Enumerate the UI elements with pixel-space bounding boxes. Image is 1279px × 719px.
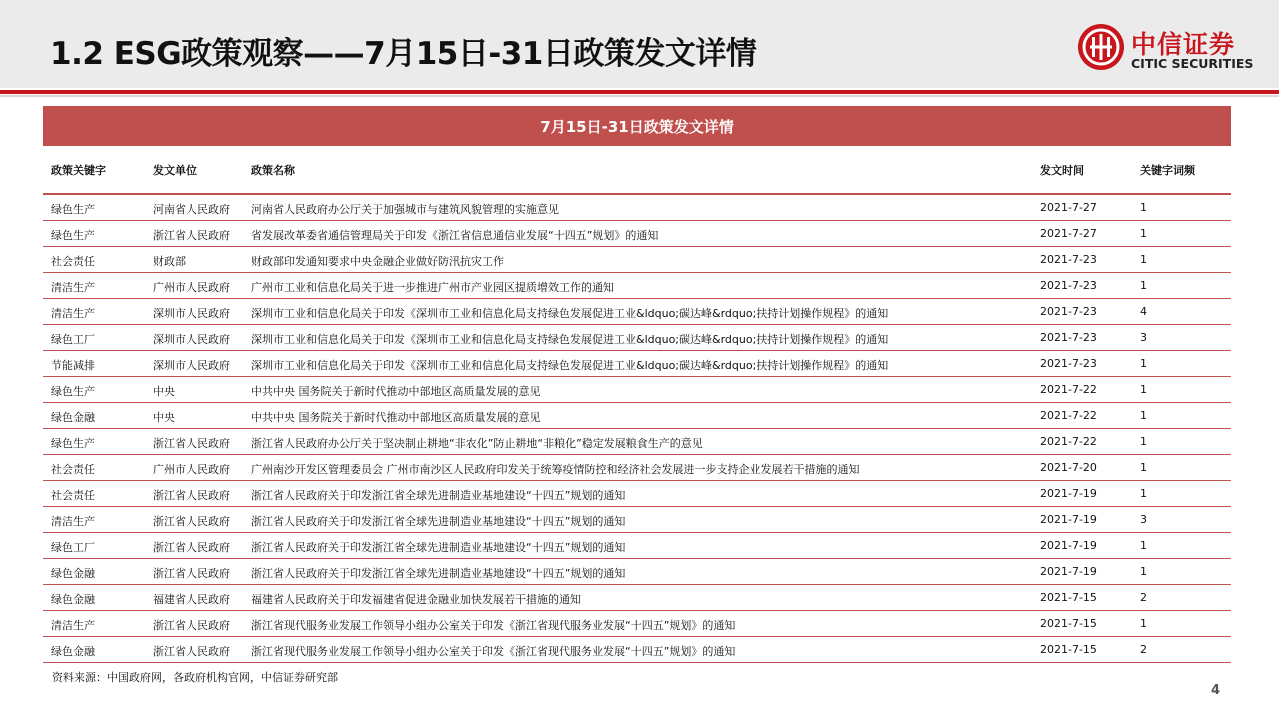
cell-keyword: 绿色金融 — [51, 593, 95, 606]
cell-keyword: 绿色生产 — [51, 229, 95, 242]
cell-policy-name: 财政部印发通知要求中央金融企业做好防汛抗灾工作 — [251, 255, 504, 268]
page-title: 1.2 ESG政策观察——7月15日-31日政策发文详情 — [50, 36, 757, 72]
cell-frequency: 1 — [1140, 617, 1147, 630]
table-row — [43, 247, 1231, 273]
cell-policy-name: 深圳市工业和信息化局关于印发《深圳市工业和信息化局支持绿色发展促进工业&ldquo;碳达峰&rdquo;扶持计划操作规程》的通知 — [251, 333, 889, 346]
policy-table-body — [43, 195, 1231, 663]
cell-policy-name: 浙江省现代服务业发展工作领导小组办公室关于印发《浙江省现代服务业发展“十四五”规划》的通知 — [251, 619, 736, 632]
cell-issuer: 浙江省人民政府 — [153, 489, 230, 502]
source-note: 资料来源：中国政府网，各政府机构官网，中信证券研究部 — [52, 671, 338, 684]
cell-issuer: 深圳市人民政府 — [153, 307, 230, 320]
table-row — [43, 481, 1231, 507]
col-header-frequency: 关键字词频 — [1140, 164, 1195, 177]
cell-date: 2021-7-23 — [1040, 279, 1097, 292]
cell-policy-name: 中共中央 国务院关于新时代推动中部地区高质量发展的意见 — [251, 411, 541, 424]
cell-frequency: 1 — [1140, 409, 1147, 422]
cell-policy-name: 深圳市工业和信息化局关于印发《深圳市工业和信息化局支持绿色发展促进工业&ldquo;碳达峰&rdquo;扶持计划操作规程》的通知 — [251, 359, 889, 372]
cell-frequency: 1 — [1140, 539, 1147, 552]
table-row — [43, 299, 1231, 325]
cell-issuer: 深圳市人民政府 — [153, 359, 230, 372]
table-row — [43, 585, 1231, 611]
cell-issuer: 浙江省人民政府 — [153, 619, 230, 632]
logo-text-cn: 中信证券 — [1131, 30, 1236, 59]
col-header-keyword: 政策关键字 — [51, 164, 106, 177]
cell-keyword: 绿色生产 — [51, 437, 95, 450]
cell-policy-name: 浙江省人民政府关于印发浙江省全球先进制造业基地建设“十四五”规划的通知 — [251, 489, 626, 502]
cell-keyword: 绿色金融 — [51, 645, 95, 658]
cell-issuer: 广州市人民政府 — [153, 281, 230, 294]
cell-date: 2021-7-22 — [1040, 409, 1097, 422]
cell-policy-name: 福建省人民政府关于印发福建省促进金融业加快发展若干措施的通知 — [251, 593, 581, 606]
cell-issuer: 河南省人民政府 — [153, 203, 230, 216]
cell-frequency: 1 — [1140, 435, 1147, 448]
cell-keyword: 绿色工厂 — [51, 541, 95, 554]
cell-issuer: 深圳市人民政府 — [153, 333, 230, 346]
table-row — [43, 507, 1231, 533]
cell-date: 2021-7-20 — [1040, 461, 1097, 474]
cell-frequency: 1 — [1140, 383, 1147, 396]
cell-issuer: 中央 — [153, 411, 175, 424]
cell-policy-name: 广州南沙开发区管理委员会 广州市南沙区人民政府印发关于统筹疫情防控和经济社会发展进一步支持企业发展若干措施的通知 — [251, 463, 860, 476]
col-header-date: 发文时间 — [1040, 164, 1084, 177]
cell-date: 2021-7-27 — [1040, 227, 1097, 240]
cell-issuer: 中央 — [153, 385, 175, 398]
table-row — [43, 273, 1231, 299]
cell-frequency: 1 — [1140, 565, 1147, 578]
cell-date: 2021-7-22 — [1040, 383, 1097, 396]
cell-date: 2021-7-23 — [1040, 253, 1097, 266]
cell-policy-name: 广州市工业和信息化局关于进一步推进广州市产业园区提质增效工作的通知 — [251, 281, 614, 294]
cell-policy-name: 浙江省人民政府办公厅关于坚决制止耕地“非农化”防止耕地“非粮化”稳定发展粮食生产的意见 — [251, 437, 703, 450]
cell-keyword: 清洁生产 — [51, 515, 95, 528]
cell-frequency: 2 — [1140, 643, 1147, 656]
cell-policy-name: 省发展改革委省通信管理局关于印发《浙江省信息通信业发展“十四五”规划》的通知 — [251, 229, 659, 242]
cell-date: 2021-7-23 — [1040, 357, 1097, 370]
cell-frequency: 4 — [1140, 305, 1147, 318]
cell-date: 2021-7-22 — [1040, 435, 1097, 448]
cell-issuer: 浙江省人民政府 — [153, 541, 230, 554]
cell-policy-name: 浙江省人民政府关于印发浙江省全球先进制造业基地建设“十四五”规划的通知 — [251, 567, 626, 580]
cell-frequency: 1 — [1140, 461, 1147, 474]
cell-keyword: 绿色金融 — [51, 567, 95, 580]
table-row — [43, 325, 1231, 351]
cell-date: 2021-7-15 — [1040, 617, 1097, 630]
cell-policy-name: 浙江省人民政府关于印发浙江省全球先进制造业基地建设“十四五”规划的通知 — [251, 515, 626, 528]
cell-keyword: 绿色工厂 — [51, 333, 95, 346]
cell-keyword: 绿色生产 — [51, 203, 95, 216]
logo-text-en: CITIC SECURITIES — [1131, 56, 1254, 71]
cell-keyword: 社会责任 — [51, 489, 95, 502]
table-row — [43, 455, 1231, 481]
header-red-rule — [0, 90, 1279, 94]
cell-policy-name: 河南省人民政府办公厅关于加强城市与建筑风貌管理的实施意见 — [251, 203, 559, 216]
cell-policy-name: 浙江省现代服务业发展工作领导小组办公室关于印发《浙江省现代服务业发展“十四五”规划》的通知 — [251, 645, 736, 658]
cell-date: 2021-7-15 — [1040, 643, 1097, 656]
cell-policy-name: 中共中央 国务院关于新时代推动中部地区高质量发展的意见 — [251, 385, 541, 398]
cell-date: 2021-7-19 — [1040, 565, 1097, 578]
table-row — [43, 351, 1231, 377]
citic-logo-icon — [1076, 22, 1126, 72]
cell-keyword: 清洁生产 — [51, 307, 95, 320]
cell-issuer: 浙江省人民政府 — [153, 515, 230, 528]
table-row — [43, 533, 1231, 559]
cell-frequency: 3 — [1140, 513, 1147, 526]
cell-policy-name: 深圳市工业和信息化局关于印发《深圳市工业和信息化局支持绿色发展促进工业&ldquo;碳达峰&rdquo;扶持计划操作规程》的通知 — [251, 307, 889, 320]
cell-date: 2021-7-27 — [1040, 201, 1097, 214]
cell-frequency: 1 — [1140, 201, 1147, 214]
cell-frequency: 1 — [1140, 487, 1147, 500]
table-row — [43, 377, 1231, 403]
cell-keyword: 节能减排 — [51, 359, 95, 372]
cell-issuer: 广州市人民政府 — [153, 463, 230, 476]
cell-keyword: 社会责任 — [51, 255, 95, 268]
cell-issuer: 浙江省人民政府 — [153, 437, 230, 450]
table-title-banner: 7月15日-31日政策发文详情 — [43, 106, 1231, 146]
cell-keyword: 清洁生产 — [51, 281, 95, 294]
cell-policy-name: 浙江省人民政府关于印发浙江省全球先进制造业基地建设“十四五”规划的通知 — [251, 541, 626, 554]
cell-frequency: 1 — [1140, 279, 1147, 292]
cell-frequency: 1 — [1140, 357, 1147, 370]
table-row — [43, 559, 1231, 585]
cell-date: 2021-7-23 — [1040, 305, 1097, 318]
cell-keyword: 绿色金融 — [51, 411, 95, 424]
cell-date: 2021-7-19 — [1040, 513, 1097, 526]
cell-frequency: 1 — [1140, 227, 1147, 240]
cell-keyword: 清洁生产 — [51, 619, 95, 632]
table-row — [43, 637, 1231, 663]
cell-issuer: 福建省人民政府 — [153, 593, 230, 606]
cell-issuer: 浙江省人民政府 — [153, 229, 230, 242]
cell-date: 2021-7-19 — [1040, 539, 1097, 552]
table-row — [43, 195, 1231, 221]
cell-keyword: 社会责任 — [51, 463, 95, 476]
header-gray-rule — [0, 95, 1279, 97]
cell-frequency: 1 — [1140, 253, 1147, 266]
cell-frequency: 2 — [1140, 591, 1147, 604]
cell-date: 2021-7-19 — [1040, 487, 1097, 500]
table-row — [43, 221, 1231, 247]
cell-issuer: 浙江省人民政府 — [153, 645, 230, 658]
cell-frequency: 3 — [1140, 331, 1147, 344]
col-header-policy-name: 政策名称 — [251, 164, 295, 177]
cell-date: 2021-7-15 — [1040, 591, 1097, 604]
cell-date: 2021-7-23 — [1040, 331, 1097, 344]
page-number: 4 — [1211, 683, 1221, 698]
cell-issuer: 财政部 — [153, 255, 186, 268]
cell-keyword: 绿色生产 — [51, 385, 95, 398]
table-row — [43, 403, 1231, 429]
table-row — [43, 429, 1231, 455]
col-header-issuer: 发文单位 — [153, 164, 197, 177]
citic-logo — [1076, 22, 1256, 74]
cell-issuer: 浙江省人民政府 — [153, 567, 230, 580]
table-row — [43, 611, 1231, 637]
